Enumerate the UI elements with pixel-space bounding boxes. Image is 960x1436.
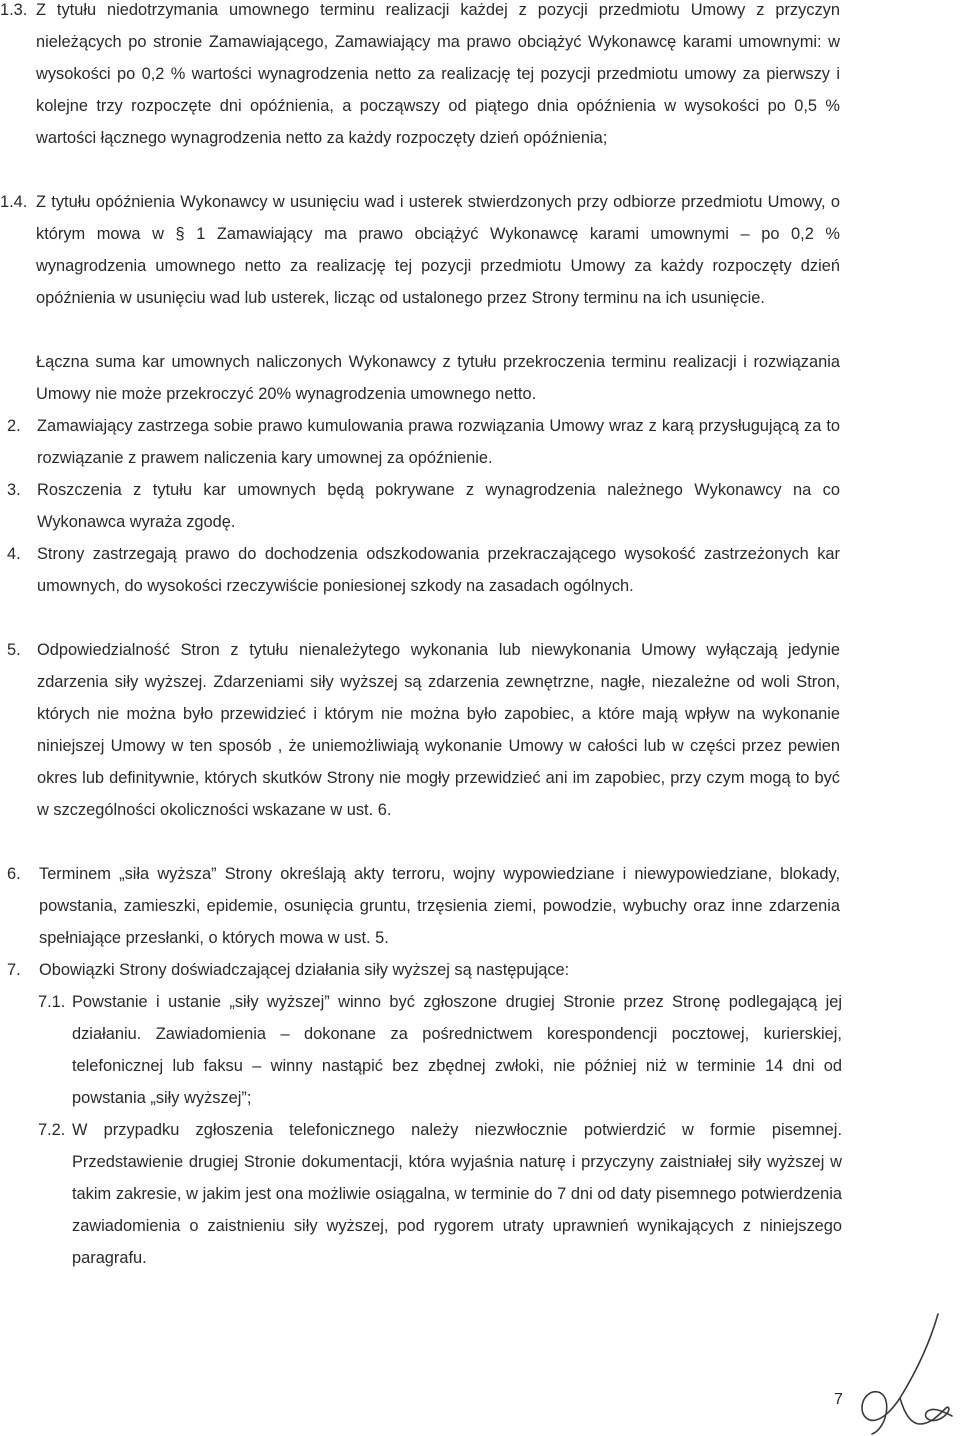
clause-number: 3. — [7, 481, 21, 499]
clause-1-3-text: Z tytułu niedotrzymania umownego terminu realizacji każdej z pozycji przedmiotu Umowy z przyczyn nieleżących po stronie Zamawiającego, Zamawiający ma prawo obciążyć Wykonawcę karami umownymi: w wysokości po 0,2 % wartości wynagrodzenia netto za realizację tej pozycji przedmiotu umowy za pierwszy i kolejne trzy rozpoczęte dni opóźnienia, a począwszy od piątego dnia opóźnienia w wysokości po 0,5 % wartości łącznego wynagrodzenia netto za każdy rozpoczęty dzień opóźnienia; — [36, 1, 840, 147]
signature-mark — [834, 1312, 954, 1436]
clause-number: 7.1. — [38, 993, 66, 1011]
clause-number: 7. — [7, 961, 21, 979]
clause-2-text: Zamawiający zastrzega sobie prawo kumulowania prawa rozwiązania Umowy wraz z karą przysługującą za to rozwiązanie z prawem naliczenia kary umownej za opóźnienie. — [37, 417, 840, 467]
page-number: 7 — [834, 1391, 843, 1408]
clause-7-text: Obowiązki Strony doświadczającej działania siły wyższej są następujące: — [39, 961, 570, 979]
clause-7-1-text: Powstanie i ustanie „siły wyższej” winno być zgłoszone drugiej Stronie przez Stronę podlegającą jej działaniu. Zawiadomienia – dokonane za pośrednictwem korespondencji pocztowej, kurierskiej, telefonicznej lub faksu – winny nastąpić bez zbędnej zwłoki, nie później niż w terminie 14 dni od powstania „siły wyższej”; — [72, 993, 842, 1107]
clause-1-4-text: Z tytułu opóźnienia Wykonawcy w usunięciu wad i usterek stwierdzonych przy odbiorze przedmiotu Umowy, o którym mowa w § 1 Zamawiający ma prawo obciążyć Wykonawcę karami umownymi – po 0,2 % wynagrodzenia umownego netto za realizację tej pozycji przedmiotu Umowy za każdy rozpoczęty dzień opóźnienia w usunięciu wad lub usterek, licząc od ustalonego przez Strony terminu na ich usunięcie. — [36, 193, 840, 307]
clause-number: 6. — [7, 865, 21, 883]
clause-4-text: Strony zastrzegają prawo do dochodzenia odszkodowania przekraczającego wysokość zastrzeżonych kar umownych, do wysokości rzeczywiście poniesionej szkody na zasadach ogólnych. — [37, 545, 840, 595]
clause-number: 1.3. — [0, 1, 28, 19]
clause-number: 1.4. — [0, 193, 28, 211]
clause-7-2-text: W przypadku zgłoszenia telefonicznego należy niezwłocznie potwierdzić w formie pisemnej. Przedstawienie drugiej Stronie dokumentacji, która wyjaśnia naturę i przyczyny zaistniałej siły wyższej w takim zakresie, w jakim jest ona możliwie osiągalna, w terminie do 7 dni od daty pisemnego potwierdzenia zawiadomienia o zaistnieniu siły wyższej, pod rygorem utraty uprawnień wynikających z niniejszego paragrafu. — [72, 1121, 842, 1267]
clause-number: 7.2. — [38, 1121, 66, 1139]
clause-number: 5. — [7, 641, 21, 659]
clause-5-text: Odpowiedzialność Stron z tytułu nienależytego wykonania lub niewykonania Umowy wyłączają jedynie zdarzenia siły wyższej. Zdarzeniami siły wyższej są zdarzenia zewnętrzne, nagłe, niezależne od woli Stron, których nie można było przewidzieć i którym nie można było zapobiec, a które mają wpływ na wykonanie niniejszej Umowy w ten sposób , że uniemożliwiają wykonanie Umowy w całości lub w części przez pewien okres lub definitywnie, których skutków Strony nie mogły przewidzieć ani im zapobiec, przy czym mogą to być w szczególności okoliczności wskazane w ust. 6. — [37, 641, 840, 819]
penalty-cap-text: Łączna suma kar umownych naliczonych Wykonawcy z tytułu przekroczenia terminu realizacji i rozwiązania Umowy nie może przekroczyć 20% wynagrodzenia umownego netto. — [36, 353, 840, 403]
clause-3-text: Roszczenia z tytułu kar umownych będą pokrywane z wynagrodzenia należnego Wykonawcy na co Wykonawca wyraża zgodę. — [37, 481, 840, 531]
clause-number: 4. — [7, 545, 21, 563]
clause-number: 2. — [7, 417, 21, 435]
clause-6-text: Terminem „siła wyższa” Strony określają akty terroru, wojny wypowiedziane i niewypowiedziane, blokady, powstania, zamieszki, epidemie, osunięcia gruntu, trzęsienia ziemi, powodzie, wybuchy oraz inne zdarzenia spełniające przesłanki, o których mowa w ust. 5. — [39, 865, 840, 947]
